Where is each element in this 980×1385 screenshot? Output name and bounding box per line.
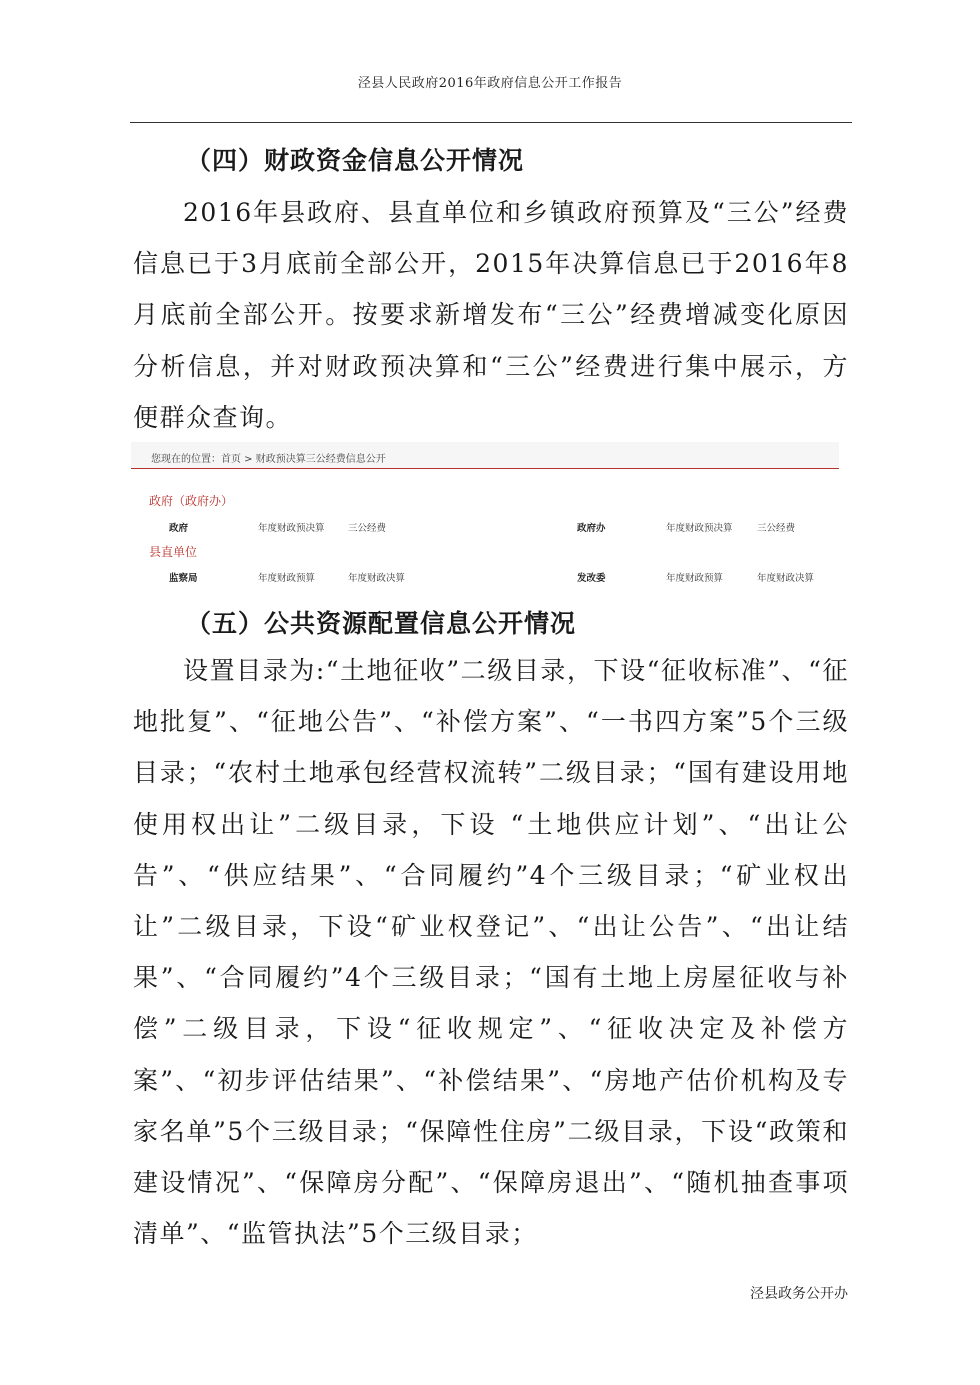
unit-label: 政府办	[577, 523, 606, 534]
final-accounts-link: 年度财政决算	[757, 573, 815, 584]
budget-link: 年度财政预决算	[258, 523, 325, 534]
breadcrumb: 您现在的位置：首页 > 财政预决算三公经费信息公开	[151, 454, 386, 465]
section-4-paragraph: 2016年县政府、县直单位和乡镇政府预算及“三公”经费信息已于3月底前全部公开，2015年决算信息已于2016年8月底前全部公开。按要求新增发布“三公”经费增减变化原因分析信息，并对财政预决算和“三公”经费进行集中展示，方便群众查询。	[133, 198, 849, 432]
group-label-government: 政府（政府办）	[149, 494, 234, 508]
section-4-heading: （四）财政资金信息公开情况	[186, 146, 525, 175]
budget-link: 年度财政预算	[258, 573, 316, 584]
unit-label: 发改委	[577, 573, 606, 584]
section-5-heading: （五）公共资源配置信息公开情况	[186, 609, 577, 638]
embedded-screenshot	[131, 442, 839, 590]
budget-link: 年度财政预算	[666, 573, 724, 584]
three-public-link: 三公经费	[757, 523, 796, 534]
group-label-county-units: 县直单位	[149, 545, 198, 559]
unit-label: 监察局	[169, 573, 198, 584]
unit-label: 政府	[169, 523, 189, 534]
section-5-paragraph: 设置目录为:“土地征收”二级目录，下设“征收标准”、“征地批复”、“征地公告”、“补偿方案”、“一书四方案”5个三级目录；“农村土地承包经营权流转”二级目录；“国有建设用地使用权出让”二级目录，下设 “土地供应计划”、“出让公告”、“供应结果”、“合同履约”4个三级目录；“矿业权出让”二级目录，下设“矿业权登记”、“出让公告”、“出让结果”、“合同履约”4个三级目录；“国有土地上房屋征收与补偿”二级目录，下设“征收规定”、“征收决定及补偿方案”、“初步评估结果”、“补偿结果”、“房地产估价机构及专家名单”5个三级目录；“保障性住房”二级目录，下设“政策和建设情况”、“保障房分配”、“保障房退出”、“随机抽查事项清单”、“监管执法”5个三级目录；	[133, 656, 849, 1249]
final-accounts-link: 年度财政决算	[348, 573, 406, 584]
breadcrumb-bar	[131, 442, 839, 469]
page-header: 泾县人民政府2016年政府信息公开工作报告	[357, 76, 623, 91]
three-public-link: 三公经费	[348, 523, 387, 534]
budget-link: 年度财政预决算	[666, 523, 733, 534]
header-rule	[130, 122, 852, 123]
footer-office: 泾县政务公开办	[750, 1286, 848, 1302]
